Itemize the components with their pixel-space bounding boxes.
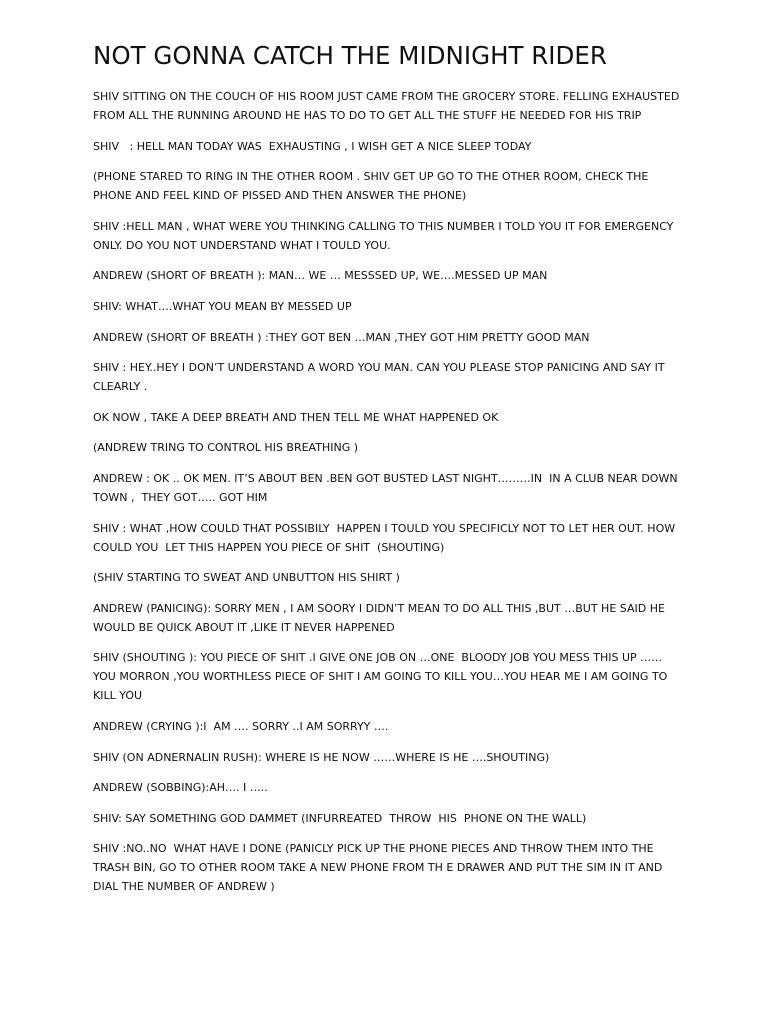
paragraph-1: SHIV SITTING ON THE COUCH OF HIS ROOM JUST CAME FROM THE GROCERY STORE. FELLING EXHAUSTED FROM ALL THE RUNNING AROUND HE HAS TO DO TO GET ALL THE STUFF HE NEEDED FOR HIS TRIP (93, 90, 683, 122)
paragraph-9: OK NOW , TAKE A DEEP BREATH AND THEN TELL ME WHAT HAPPENED OK (93, 410, 499, 424)
paragraph-14: ANDREW (PANICING): SORRY MEN , I AM SOORY I DIDN’T MEAN TO DO ALL THIS ,BUT …BUT HE SAID HE WOULD BE QUICK ABOUT IT ,LIKE IT NEVER HAPPENED (93, 601, 669, 634)
paragraph-12: SHIV : WHAT ,HOW COULD THAT POSSIBILY HAPPEN I TOULD YOU SPECIFICLY NOT TO LET HER OUT. HOW COULD YOU LET THIS HAPPEN YOU PIECE OF SHIT (SHOUTING) (93, 521, 683, 554)
paragraph-20: SHIV :NO..NO WHAT HAVE I DONE (PANICLY PICK UP THE PHONE PIECES AND THROW THEM INTO THE TRASH BIN, GO TO OTHER ROOM TAKE A NEW PHONE FROM TH E DRAWER AND PUT THE SIM IN IT AND DIAL THE NUMBER OF ANDREW ) (93, 842, 666, 894)
paragraph-19: SHIV: SAY SOMETHING GOD DAMMET (INFURREATED THROW HIS PHONE ON THE WALL) (93, 811, 587, 825)
paragraph-18: ANDREW (SOBBING):AH…. I ….. (93, 781, 268, 795)
paragraph-13: (SHIV STARTING TO SWEAT AND UNBUTTON HIS SHIRT ) (93, 571, 400, 585)
paragraph-10: (ANDREW TRING TO CONTROL HIS BREATHING ) (93, 441, 359, 455)
paragraph-7: ANDREW (SHORT OF BREATH ) :THEY GOT BEN …MAN ,THEY GOT HIM PRETTY GOOD MAN (93, 330, 590, 344)
paragraph-11: ANDREW : OK .. OK MEN. IT’S ABOUT BEN .BEN GOT BUSTED LAST NIGHT………IN IN A CLUB NEAR DOWN TOWN , THEY GOT….. GOT HIM (93, 471, 682, 504)
paragraph-4: SHIV :HELL MAN , WHAT WERE YOU THINKING CALLING TO THIS NUMBER I TOLD YOU IT FOR EMERGENCY ONLY. DO YOU NOT UNDERSTAND WHAT I TOULD YOU. (93, 219, 677, 252)
paragraph-3: (PHONE STARED TO RING IN THE OTHER ROOM . SHIV GET UP GO TO THE OTHER ROOM, CHECK THE PHONE AND FEEL KIND OF PISSED AND THEN ANSWER THE PHONE) (93, 170, 652, 203)
document-title: NOT GONNA CATCH THE MIDNIGHT RIDER (93, 41, 607, 70)
paragraph-8: SHIV : HEY..HEY I DON’T UNDERSTAND A WORD YOU MAN. CAN YOU PLEASE STOP PANICING AND SAY IT CLEARLY . (93, 361, 669, 394)
paragraph-15: SHIV (SHOUTING ): YOU PIECE OF SHIT .I GIVE ONE JOB ON …ONE BLOODY JOB YOU MESS THIS UP …… YOU MORRON ,YOU WORTHLESS PIECE OF SHIT I AM GOING TO KILL YOU…YOU HEAR ME I AM GOING TO KILL YOU (93, 651, 671, 703)
document-body (93, 87, 685, 908)
paragraph-16: ANDREW (CRYING ):I AM …. SORRY ..I AM SORRYY …. (93, 719, 389, 733)
paragraph-6: SHIV: WHAT….WHAT YOU MEAN BY MESSED UP (93, 299, 352, 313)
paragraph-17: SHIV (ON ADNERNALIN RUSH): WHERE IS HE NOW ……WHERE IS HE ….SHOUTING) (93, 750, 550, 764)
paragraph-2: SHIV : HELL MAN TODAY WAS EXHAUSTING , I WISH GET A NICE SLEEP TODAY (93, 139, 532, 153)
paragraph-5: ANDREW (SHORT OF BREATH ): MAN… WE … MESSSED UP, WE….MESSED UP MAN (93, 269, 548, 283)
